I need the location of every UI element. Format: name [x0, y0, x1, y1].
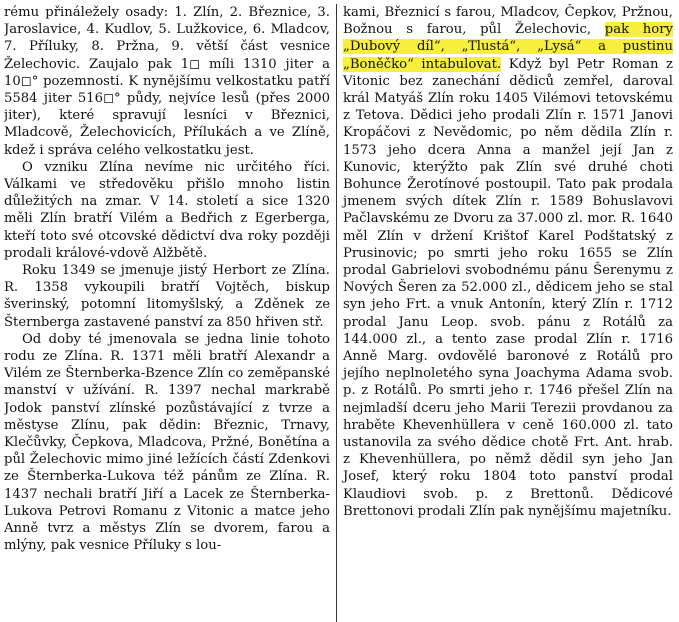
paragraph-3: Roku 1349 se jmenuje jistý Herbort ze Zlína. R. 1358 vykoupili bratří Vojtěch, biskup šverinský, potomní litomyšlský, a Zděnek ze Šternberga zastavené panství za 850 hřiven stř. [4, 263, 330, 330]
text-after-highlight: Když byl Petr Roman z Vitonic bez zanechání dědiců zemřel, daroval král Matyáš Zlín roku 1405 Vilémovi tetovskému z Tetova. Dědici jeho prodali Zlín r. 1571 Janovi Kropáčovi z Nevědomic, po něm dědila Zlín r. 1573 jeho dcera Anna a manžel její Jan z Kunovic, kterýžto pak Zlín své druhé choti Bohunce Žerotínové postoupil. Tato pak prodala jmenem svých dítek Zlín r. 1589 Bohuslavovi Pačlavskému ze Dvoru za 37.000 zl. mor. R. 1640 měl Zlín v držení Krištof Karel Podštatský z Prusinovic; po smrti jeho roku 1655 se Zlín prodal Gabrielovi svobodnému pánu Šerenymu z Nových Šeren za 52.000 zl., dědicem jeho se stal syn jeho Frt. a vnuk Antonín, který Zlín r. 1712 prodal Janu Leop. svob. pánu z Rotálů za 144.000 zl., a tento zase prodal Zlín r. 1716 Anně Marg. ovdovělé baronové z Rotálů pro jejího neplnoletého syna Joachyma Adama svob. p. z Rotálů. Po smrti jeho r. 1746 přešel Zlín na nejmladší dceru jeho Marii Terezii provdanou za hraběte Khevenhüllera v ceně 160.000 zl. tato ustanovila za svého dědice chotě Frt. Ant. hrab. z Khevenhüllera, po němž dědil syn jeho Jan Josef, který roku 1804 toto panství prodal Klaudiovi svob. p. z Brettonů. Dědicové Brettonovi prodali Zlín pak nynějšímu majetníku. [343, 56, 673, 519]
paragraph-2: O vzniku Zlína nevíme nic určitého říci. Válkami ve středověku přišlo mnoho listin důležitých na zmar. V 14. století a sice 1320 měli Zlín bratří Vilém a Bedřich z Egerberga, kteří toto své otcovské dědictví dva roky později prodali králové-vdově Alžbětě. [4, 159, 330, 261]
left-column [4, 4, 337, 622]
paragraph-4: Od doby té jmenovala se jedna linie tohoto rodu ze Zlína. R. 1371 měli bratří Alexandr a Vilém ze Šternberka-Bzence Zlín co zeměpanské manství v užívání. R. 1397 nechal markrabě Jodok panství zlínské pozůstávající z tvrze a městyse Zlínu, pak dědin: Březnic, Trnavy, Klečůvky, Čepkova, Mladcova, Pržné, Bonětína a půl Želechovic mimo jiné ležících částí Zdenkovi ze Šternberka-Lukova též pánům ze Zlína. R. 1437 nechali bratří Jiří a Lacek ze Šternberka-Lukova Petrovi Romanu z Vitonic a matce jeho Anně tvrz a městys Zlín se dvorem, farou a mlýny, pak vesnice Příluky s lou- [4, 331, 330, 554]
paragraph-1: rému přináležely osady: 1. Zlín, 2. Březnice, 3. Jaroslavice, 4. Kudlov, 5. Lužkovice, 6. Mladcov, 7. Příluky, 8. Pržna, 9. větší část vesnice Želechovic. Zaujalo pak 1◻ míli 1310 jiter a 10◻° pozemnosti. K nynějšímu velkostatku patří 5584 jiter 516◻° půdy, nejvíce lesů (přes 2000 jiter), které spravují lesníci v Březnici, Mladcově, Želechovicích, Přílukách a ve Zlíně, kdež i správa celého velkostatku jest. [4, 5, 330, 158]
text-before-highlight: kami, Březnicí s farou, Mladcov, Čepkov, Pržnou, Božnou s farou, půl Želechovic, [343, 5, 673, 38]
right-paragraph [343, 4, 673, 520]
highlighted-text: pak hory „Dubový díl“, „Tlustá“, „Lysá“ a pustinu „Boněčko“ intabulovat. [343, 22, 673, 72]
right-column [337, 4, 673, 622]
